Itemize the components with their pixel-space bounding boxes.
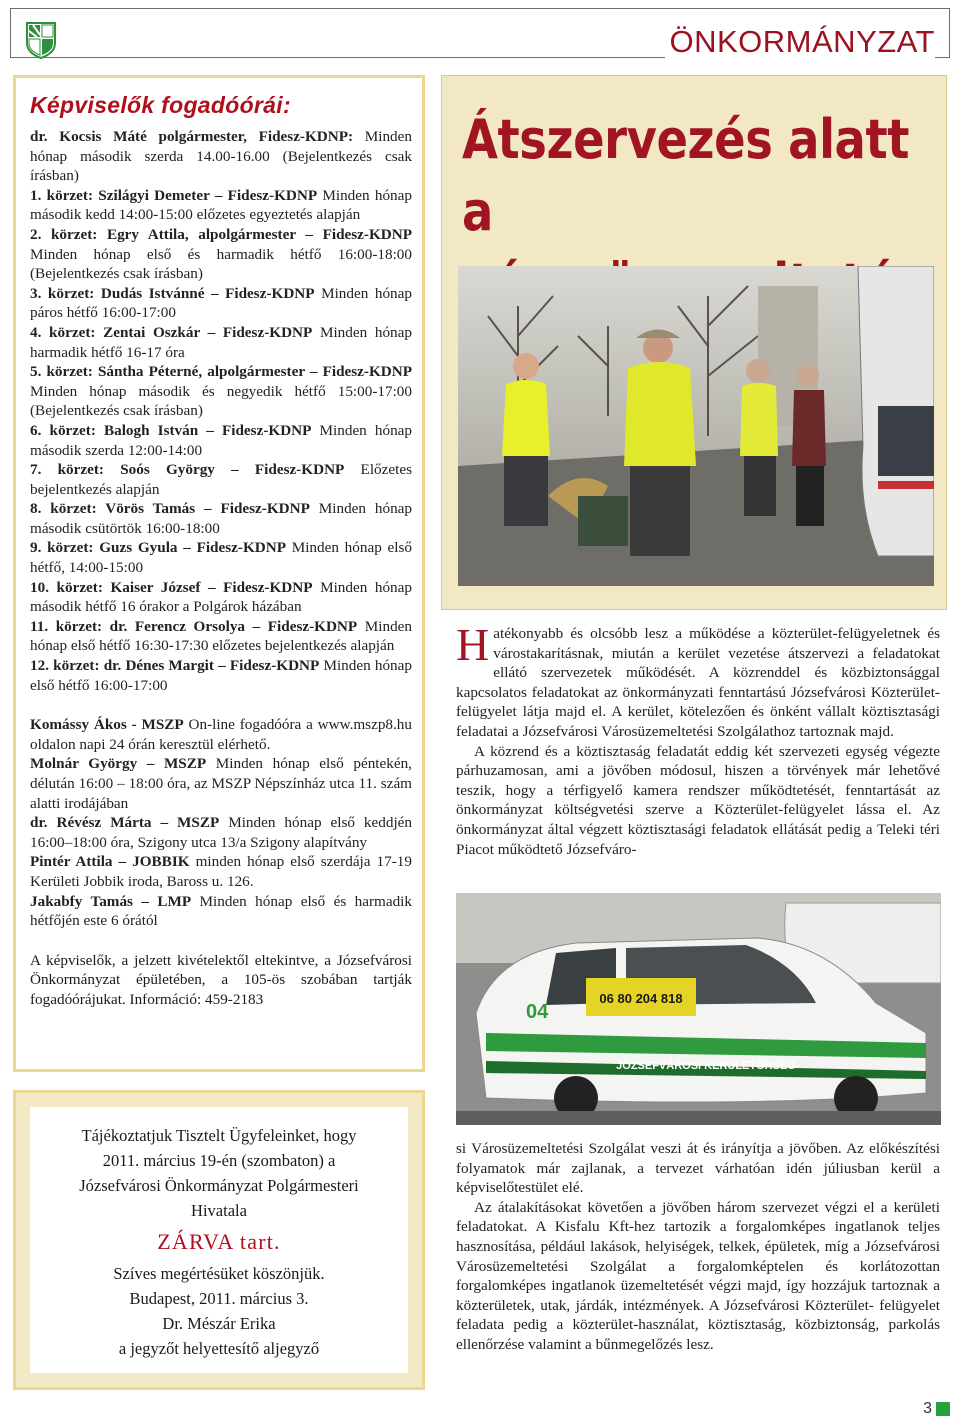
office-hours-entry xyxy=(30,538,412,577)
entry-representative: 6. körzet: Balogh István – Fidesz-KDNP xyxy=(30,421,312,439)
entry-representative: 8. körzet: Vörös Tamás – Fidesz-KDNP xyxy=(30,500,310,518)
notice-line-6: Budapest, 2011. március 3. xyxy=(129,1289,309,1308)
entry-schedule: Minden hónap páros hétfő 16:00-17:00 xyxy=(30,284,412,322)
entry-schedule: Minden hónap harmadik hétfő 16-17 óra xyxy=(30,323,412,361)
entry-schedule: Minden hónap második hétfő 16 órakor a Polgárok házában xyxy=(30,578,412,616)
entry-schedule: Minden hónap második kedd 14:00-15:00 előzetes egyeztetés alapján xyxy=(30,186,412,224)
top-bar xyxy=(10,8,950,58)
entry-schedule: Minden hónap első és harmadik hétfőjén este 6 órától xyxy=(30,892,412,930)
entry-representative: Jakabfy Tamás – LMP xyxy=(30,892,192,910)
entry-schedule: Minden hónap első hétfő 16:00-17:00 xyxy=(30,657,412,694)
entry-schedule: Minden hónap első hétfő 16:30-17:30 előzetes bejelentkezés alapján xyxy=(30,617,413,655)
office-hours-entry xyxy=(30,127,412,186)
entry-representative: 1. körzet: Szilágyi Demeter – Fidesz-KDNP xyxy=(30,186,318,204)
article-paragraph-2: A közrend és a köztisztaság feladatát eddig két szervezeti egység végezte párhuzamosan, ami a jövőben módosul, hiszen a törvények már lehetővé teszik, hogy a térfigyelő kamera rendszer működtetését, fenntartását az önkormányzat költségvetési szerve a Közterület-felügyelet lássa el. Az önkormányzat által végzett köztisztasági feladatok ellátását pedig a Teleki téri Piacot működtető Józsefváro- xyxy=(456,742,940,858)
notice-line-7: Dr. Mészár Erika xyxy=(162,1314,276,1333)
entry-representative: Komássy Ákos - MSZP xyxy=(30,716,184,734)
entry-schedule: Minden hónap első péntekén, délután 16:00 – 18:00 óra, az MSZP Népszínház utca 11. szám alatti irodájában xyxy=(30,755,412,812)
entry-schedule: Minden hónap első keddjén 16:00–18:00 óra, Szigony utca 13/a Szigony alapítvány xyxy=(30,814,413,851)
office-hours-list xyxy=(30,127,412,695)
office-hours-entry xyxy=(30,225,412,284)
article-paragraph-3: si Városüzemeltetési Szolgálat veszi át és irányítja a jövőben. Az előkészítési folyamatok már zajlanak, a tervezet várhatóan idén júliusban kerül a képviselőtestület elé. xyxy=(456,1140,940,1197)
entry-representative: 12. körzet: dr. Dénes Margit – Fidesz-KDNP xyxy=(30,657,320,675)
entry-schedule: minden hónap első szerdája 17-19 Kerületi Jobbik iroda, Baross u. 126. xyxy=(30,853,412,890)
entry-representative: Pintér Attila – JOBBIK xyxy=(30,853,190,871)
article-body-2 xyxy=(456,1139,940,1355)
street-cleaners-photo xyxy=(458,266,934,586)
entry-schedule: Minden hónap második szerda 14.00-16.00 (Bejelentkezés csak írásban) xyxy=(30,128,412,185)
entry-representative: dr. Révész Márta – MSZP xyxy=(30,814,220,832)
office-hours-entry xyxy=(30,460,412,499)
office-hours-entry xyxy=(30,499,412,538)
patrol-car-photo xyxy=(456,893,941,1125)
article-paragraph-1: Hatékonyabb és olcsóbb lesz a működése a közterület-felügyeletnek és várostakarításnak, miután a kerület vezetése átszervezi a feladatokat ellátó szervezetek működését. A közrenddel és közbiztonsággal kapcsolatos feladatokat az önkormányzati fenntartású Józsefvárosi Közterület-felügyelet látja majd el. A kerület, kötelezően és önként vállalt köztisztasági feladatai a Józsefvárosi Városüzemeltetési Szolgálathoz tartoznak majd. xyxy=(456,619,940,740)
notice-line-1: Tájékoztatjuk Tisztelt Ügyfeleinket, hogy xyxy=(81,1126,357,1145)
office-hours-box xyxy=(13,75,425,1072)
notice-line-5: Szíves megértésüket köszönjük. xyxy=(113,1264,325,1283)
office-hours-footer: A képviselők, a jelzett kivételektől eltekintve, a Józsefvárosi Önkormányzat épületében, a 105-ös szobában tartják fogadóórájukat. Információ: 459-2183 xyxy=(30,951,412,1008)
article-title-line-1: Átszervezés alatt xyxy=(462,108,910,171)
office-hours-heading: Képviselők fogadóórái: xyxy=(30,92,291,118)
notice-closed: ZÁRVA tart. xyxy=(157,1229,281,1254)
office-hours-entry xyxy=(30,186,412,225)
office-hours-entry xyxy=(30,421,412,460)
entry-representative: 5. körzet: Sántha Péterné, alpolgármester – Fidesz-KDNP xyxy=(30,363,412,381)
entry-representative: 7. körzet: Soós György – Fidesz-KDNP xyxy=(30,461,345,479)
entry-representative: 9. körzet: Guzs Gyula – Fidesz-KDNP xyxy=(30,539,286,557)
office-hours-entry xyxy=(30,617,412,656)
car-door-text: JÓZSEFVÁROSI KERÜLETŐRSÉG xyxy=(616,1060,796,1072)
office-hours-entry xyxy=(30,852,412,891)
office-hours-entry xyxy=(30,656,412,695)
entry-representative: dr. Kocsis Máté polgármester, Fidesz-KDNP: xyxy=(30,128,354,145)
article-header-box xyxy=(441,75,947,610)
entry-schedule: Minden hónap második csütörtök 16:00-18:00 xyxy=(30,500,412,537)
office-hours-entry xyxy=(30,362,412,421)
office-hours-entry xyxy=(30,578,412,617)
entry-schedule: Minden hónap első hétfő, 14:00-15:00 xyxy=(30,539,412,577)
party-office-hours-list xyxy=(30,715,412,931)
entry-representative: 11. körzet: dr. Ferencz Orsolya – Fidesz-KDNP xyxy=(30,617,358,635)
entry-representative: 3. körzet: Dudás Istvánné – Fidesz-KDNP xyxy=(30,284,315,302)
page-number: 3 xyxy=(923,1400,932,1417)
car-phone-number: 06 80 204 818 xyxy=(599,991,683,1006)
car-number: 04 xyxy=(526,1001,549,1023)
closure-notice xyxy=(13,1090,425,1390)
article-paragraph-4: Az átalakításokat követően a jövőben három szervezet végzi el a kerületi feladatokat. A Kisfalu Kft-hez tartozik a forgalomképes ingatlanok teljes hasznosítása, például lakások, helyiségek, telkek, épületek, míg a Józsefvárosi Városüzemeltetési Szolgálat a forgalomképtelen és korlátozottan forgalomképes ingatlanok üzemeltetését végzi majd, így hozzájuk tartoznak a közterületek, utak, járdák, intézmények. A Józsefvárosi Közterület- felügyelet feladata pedig a közterület-használat, köztisztaság, közbiztonság, parkolás ellenőrzése valamint a bűnmegelőzés lesz. xyxy=(456,1198,940,1353)
drop-cap: H xyxy=(456,619,490,670)
article-body-1 xyxy=(456,619,940,859)
entry-schedule: Minden hónap második és negyedik hétfő 15:00-17:00 (Bejelentkezés csak írásban) xyxy=(30,382,412,420)
page-marker-square xyxy=(936,1402,950,1416)
office-hours-entry xyxy=(30,813,412,852)
district-crest-logo xyxy=(25,21,57,59)
article-title-line-2: a xyxy=(462,180,493,243)
entry-schedule: Előzetes bejelentkezés alapján xyxy=(30,461,412,498)
notice-line-3: Józsefvárosi Önkormányzat Polgármesteri xyxy=(79,1176,359,1195)
notice-line-2: 2011. március 19-én (szombaton) a xyxy=(102,1151,336,1170)
entry-representative: 4. körzet: Zentai Oszkár – Fidesz-KDNP xyxy=(30,323,313,341)
entry-schedule: On-line fogadóóra a www.mszp8.hu oldalon napi 24 órán keresztül elérhető. xyxy=(30,716,412,753)
section-title: ÖNKORMÁNYZAT xyxy=(665,21,935,61)
office-hours-entry xyxy=(30,892,412,931)
entry-schedule: Minden hónap első és harmadik hétfő 16:00-18:00 (Bejelentkezés csak írásban) xyxy=(30,245,412,283)
entry-schedule: Minden hónap második szerda 12:00-14:00 xyxy=(30,421,412,459)
notice-line-4: Hivatala xyxy=(191,1201,247,1220)
notice-line-8: a jegyzőt helyettesítő aljegyző xyxy=(118,1339,320,1358)
office-hours-entry xyxy=(30,323,412,362)
office-hours-entry xyxy=(30,284,412,323)
entry-representative: 10. körzet: Kaiser József – Fidesz-KDNP xyxy=(30,578,313,596)
office-hours-entry xyxy=(30,715,412,754)
entry-representative: Molnár György – MSZP xyxy=(30,755,207,773)
entry-representative: 2. körzet: Egry Attila, alpolgármester – Fidesz-KDNP xyxy=(30,225,412,243)
office-hours-entry xyxy=(30,754,412,813)
